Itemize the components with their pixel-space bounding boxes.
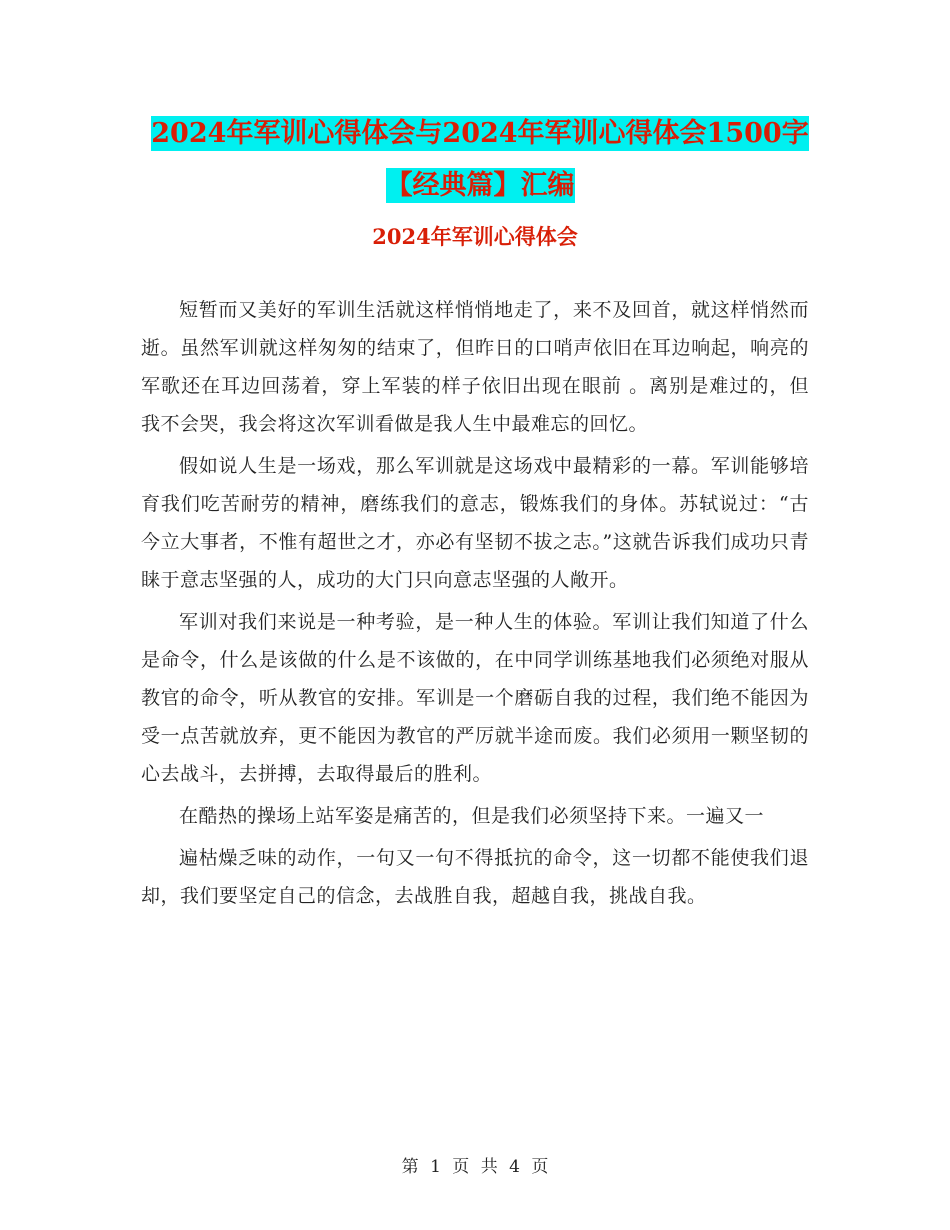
section-title: 2024年军训心得体会 <box>372 224 578 249</box>
page-number-footer: 第 1 页 共 4 页 <box>401 1157 549 1177</box>
document-title-line2: 【经典篇】汇编 <box>385 170 575 201</box>
paragraph: 军训对我们来说是一种考验，是一种人生的体验。军训让我们知道了什么是命令，什么是该做的什么是不该做的，在中同学训练基地我们必须绝对服从教官的命令，听从教官的安排。军训是一个磨砺自我的过程，我们绝不能因为受一点苦就放弃，更不能因为教官的严厉就半途而废。我们必须用一颗坚韧的心去战斗，去拼搏，去取得最后的胜利。 <box>141 611 809 785</box>
paragraph: 短暂而又美好的军训生活就这样悄悄地走了，来不及回首，就这样悄然而逝。虽然军训就这样匆匆的结束了，但昨日的口哨声依旧在耳边响起，响亮的军歌还在耳边回荡着，穿上军装的样子依旧出现在眼前 。离别是难过的，但我不会哭，我会将这次军训看做是我人生中最难忘的回忆。 <box>141 299 809 435</box>
body-text <box>141 291 809 919</box>
paragraph: 在酷热的操场上站军姿是痛苦的，但是我们必须坚持下来。一遍又一 <box>179 805 765 827</box>
document-title <box>140 108 820 212</box>
paragraph: 遍枯燥乏味的动作，一句又一句不得抵抗的命令，这一切都不能使我们退却，我们要坚定自己的信念，去战胜自我，超越自我，挑战自我。 <box>141 847 809 907</box>
document-title-line1: 2024年军训心得体会与2024年军训心得体会1500字 <box>151 118 809 149</box>
paragraph: 假如说人生是一场戏，那么军训就是这场戏中最精彩的一幕。军训能够培育我们吃苦耐劳的精神，磨练我们的意志，锻炼我们的身体。苏轼说过：“古今立大事者，不惟有超世之才，亦必有坚韧不拔之志。”这就告诉我们成功只青睐于意志坚强的人，成功的大门只向意志坚强的人敞开。 <box>141 455 809 591</box>
